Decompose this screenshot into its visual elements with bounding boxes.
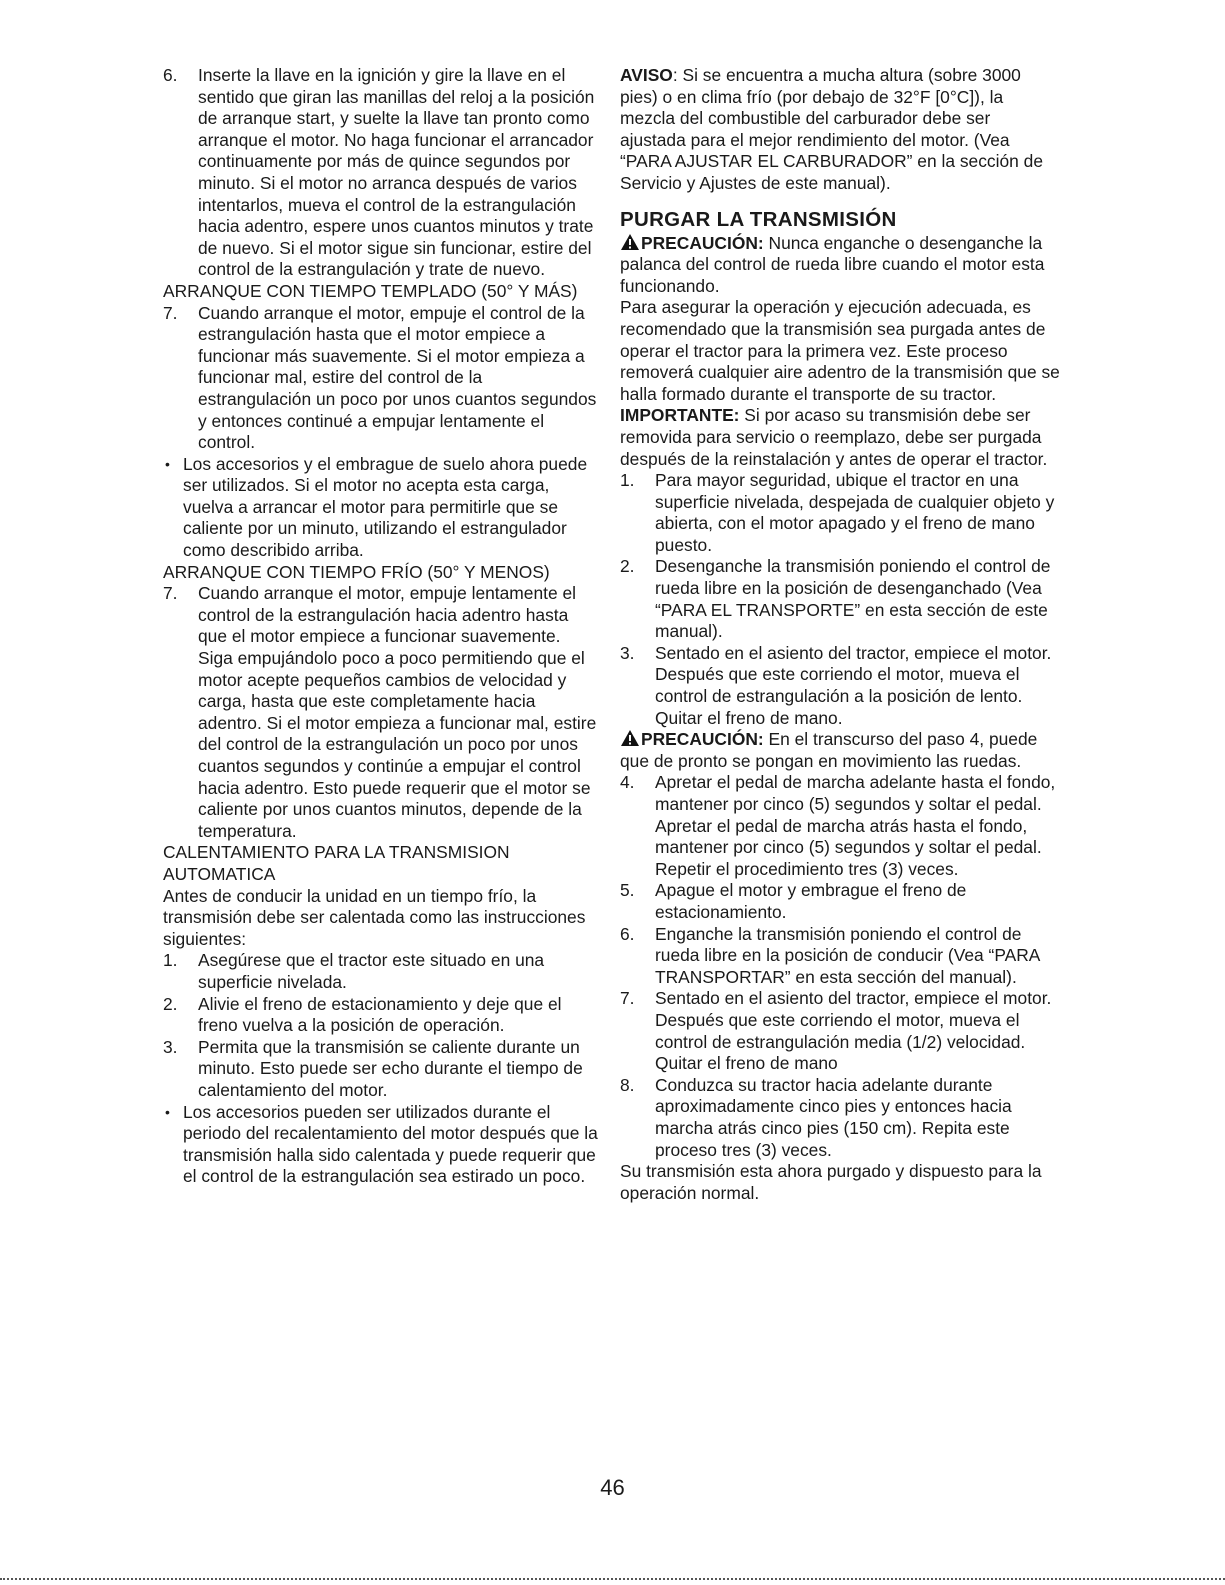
step-number: 2. <box>620 556 635 577</box>
caution-label: PRECAUCIÓN: <box>641 729 764 750</box>
warmup-bullet <box>163 1102 598 1188</box>
warmup-step-1 <box>163 950 598 993</box>
step-text: Alivie el freno de estacionamiento y deje que el freno vuelva a la posición de operación. <box>198 993 562 1036</box>
step-text: Apague el motor y embrague el freno de estacionamiento. <box>655 880 967 922</box>
bullet-text: Los accesorios y el embrague de suelo ahora puede ser utilizados. Si el motor no acepta esta carga, vuelva a arrancar el motor para permitirle que se caliente por un minuto, utilizando el estrangulador como describido arriba. <box>183 453 588 561</box>
step-number: 6. <box>620 923 635 944</box>
step-text: Sentado en el asiento del tractor, empiece el motor. Después que este corriendo el motor, mueva el control de estrangulación a la posición de lento. Quitar el freno de mano. <box>655 642 1052 728</box>
purge-step-3 <box>620 643 1060 729</box>
bottom-dotted-rule <box>0 1578 1225 1580</box>
important-note <box>620 405 1060 470</box>
step-number: 4. <box>620 772 635 793</box>
warning-triangle-icon <box>620 233 640 251</box>
warmup-step-2 <box>163 994 598 1037</box>
cold-step-7 <box>163 583 598 842</box>
right-column <box>620 65 1060 1204</box>
step-text: Permita que la transmisión se caliente durante un minuto. Esto puede ser echo durante el tiempo de calentamiento del motor. <box>198 1036 583 1100</box>
cold-weather-heading: ARRANQUE CON TIEMPO FRÍO (50° Y MENOS) <box>163 561 550 582</box>
step-number: 1. <box>620 470 635 491</box>
step-number: 8. <box>620 1074 635 1095</box>
step-number: 5. <box>620 880 635 901</box>
step-text: Enganche la transmisión poniendo el control de rueda libre en la posición de conducir (Vea “PARA TRANSPORTAR” en esta sección del manual). <box>655 923 1040 987</box>
step-text: Para mayor seguridad, ubique el tractor en una superficie nivelada, despejada de cualquier objeto y abierta, con el motor apagado y el freno de mano puesto. <box>655 470 1055 555</box>
aviso-text: : Si se encuentra a mucha altura (sobre 3000 pies) o en clima frío (por debajo de 32°F [0°C]), la mezcla del combustible del carburador debe ser ajustada para el mejor rendimiento del motor. (Vea “PARA AJUSTAR EL CARBURADOR” en la sección de Servicio y Ajustes de este manual). <box>620 65 1043 193</box>
aviso-label: AVISO <box>620 65 673 85</box>
step-text: Conduzca su tractor hacia adelante durante aproximadamente cinco pies y entonces hacia marcha atrás cinco pies (150 cm). Repita este proceso tres (3) veces. <box>655 1074 1012 1160</box>
caution-1 <box>620 233 1060 298</box>
warm-weather-heading: ARRANQUE CON TIEMPO TEMPLADO (50° Y MÁS) <box>163 280 578 301</box>
step-text: Sentado en el asiento del tractor, empiece el motor. Después que este corriendo el motor, mueva el control de estrangulación media (1/2) velocidad. Quitar el freno de mano <box>655 988 1052 1074</box>
step-number: 2. <box>163 993 178 1014</box>
purge-intro: Para asegurar la operación y ejecución adecuada, es recomendado que la transmisión sea purgada antes de operar el tractor para la primera vez. Este proceso removerá cualquier aire adentro de la transmisión que se halla formado durante el transporte de su tractor. <box>620 297 1060 404</box>
warmup-step-3 <box>163 1037 598 1102</box>
bullet-icon: • <box>165 1103 170 1120</box>
step-number: 7. <box>163 583 178 604</box>
purge-step-4 <box>620 772 1060 880</box>
step-number: 6. <box>163 65 178 85</box>
caution-2 <box>620 729 1060 772</box>
important-text: Si por acaso su transmisión debe ser removida para servicio o reemplazo, debe ser purgada después de la reinstalación y antes de operar el tractor. <box>620 405 1048 469</box>
step-text: Cuando arranque el motor, empuje el control de la estrangulación hasta que el motor empiece a funcionar más suavemente. Si el motor empieza a funcionar mal, estire del control de la estrangulación un poco por unos cuantos segundos y entonces continué a empujar lentamente el control. <box>198 302 597 453</box>
bullet-icon: • <box>165 455 170 472</box>
caution-label: PRECAUCIÓN: <box>641 232 764 253</box>
step-number: 7. <box>163 302 178 323</box>
aviso-paragraph <box>620 65 1060 195</box>
step-text: Desenganche la transmisión poniendo el control de rueda libre en la posición de desenganchado (Vea “PARA EL TRANSPORTE” en esta sección de este manual). <box>655 556 1051 642</box>
purge-step-5 <box>620 880 1060 923</box>
transmission-warmup-heading: CALENTAMIENTO PARA LA TRANSMISION AUTOMATICA <box>163 842 510 884</box>
bullet-text: Los accesorios pueden ser utilizados durante el periodo del recalentamiento del motor después que la transmisión halla sido calentada y puede requerir que el control de la estrangulación sea estirado un poco. <box>183 1101 598 1187</box>
left-column <box>163 65 598 1188</box>
step-text: Apretar el pedal de marcha adelante hasta el fondo, mantener por cinco (5) segundos y soltar el pedal. Apretar el pedal de marcha atrás hasta el fondo, mantener por cinco (5) segundos y soltar el pedal. Repetir el procedimiento tres (3) veces. <box>655 772 1056 879</box>
step-text: Asegúrese que el tractor este situado en una superficie nivelada. <box>198 950 545 992</box>
purge-step-6 <box>620 924 1060 989</box>
step-text: Cuando arranque el motor, empuje lentamente el control de la estrangulación hacia adentro hasta que el motor empiece a funcionar suavemente. Siga empujándolo poco a poco permitiendo que el motor acepte pequeños cambios de velocidad y carga, hasta que este completamente hacia adentro. Si el motor empieza a funcionar mal, estire del control de la estrangulación un poco por unos cuantos segundos y continúe a empujar el control hacia adentro. Esto puede requerir que el motor se caliente por unos cuantos minutos, depende de la temperatura. <box>198 583 597 841</box>
step-number: 3. <box>163 1036 178 1057</box>
purge-step-1 <box>620 470 1060 556</box>
closing-paragraph: Su transmisión esta ahora purgado y dispuesto para la operación normal. <box>620 1161 1042 1203</box>
warm-bullet <box>163 454 598 562</box>
step-number: 3. <box>620 642 635 663</box>
warm-step-7 <box>163 303 598 454</box>
purge-step-2 <box>620 556 1060 642</box>
purge-heading: PURGAR LA TRANSMISIÓN <box>620 207 897 231</box>
important-label: IMPORTANTE: <box>620 405 740 426</box>
caution-text: En el transcurso del paso 4, puede que de pronto se pongan en movimiento las ruedas. <box>620 729 1038 771</box>
purge-step-8 <box>620 1075 1060 1161</box>
step-6 <box>163 65 598 281</box>
transmission-warmup-intro: Antes de conducir la unidad en un tiempo frío, la transmisión debe ser calentada como las instrucciones siguientes: <box>163 885 586 949</box>
warning-triangle-icon <box>620 729 640 747</box>
step-text: Inserte la llave en la ignición y gire la llave en el sentido que giran las manillas del reloj a la posición de arranque start, y suelte la llave tan pronto como arranque el motor. No haga funcionar el arrancador continuamente por más de quince segundos por minuto. Si el motor no arranca después de varios intentarlos, mueva el control de la estrangulación hacia adentro, espere unos cuantos minutos y trate de nuevo. Si el motor sigue sin funcionar, estire del control de la estrangulación y trate de nuevo. <box>198 65 595 280</box>
step-number: 7. <box>620 988 635 1009</box>
caution-text: Nunca enganche o desenganche la palanca del control de rueda libre cuando el motor esta funcionando. <box>620 232 1045 296</box>
purge-step-7 <box>620 988 1060 1074</box>
step-number: 1. <box>163 950 178 971</box>
page-number: 46 <box>600 1475 625 1500</box>
